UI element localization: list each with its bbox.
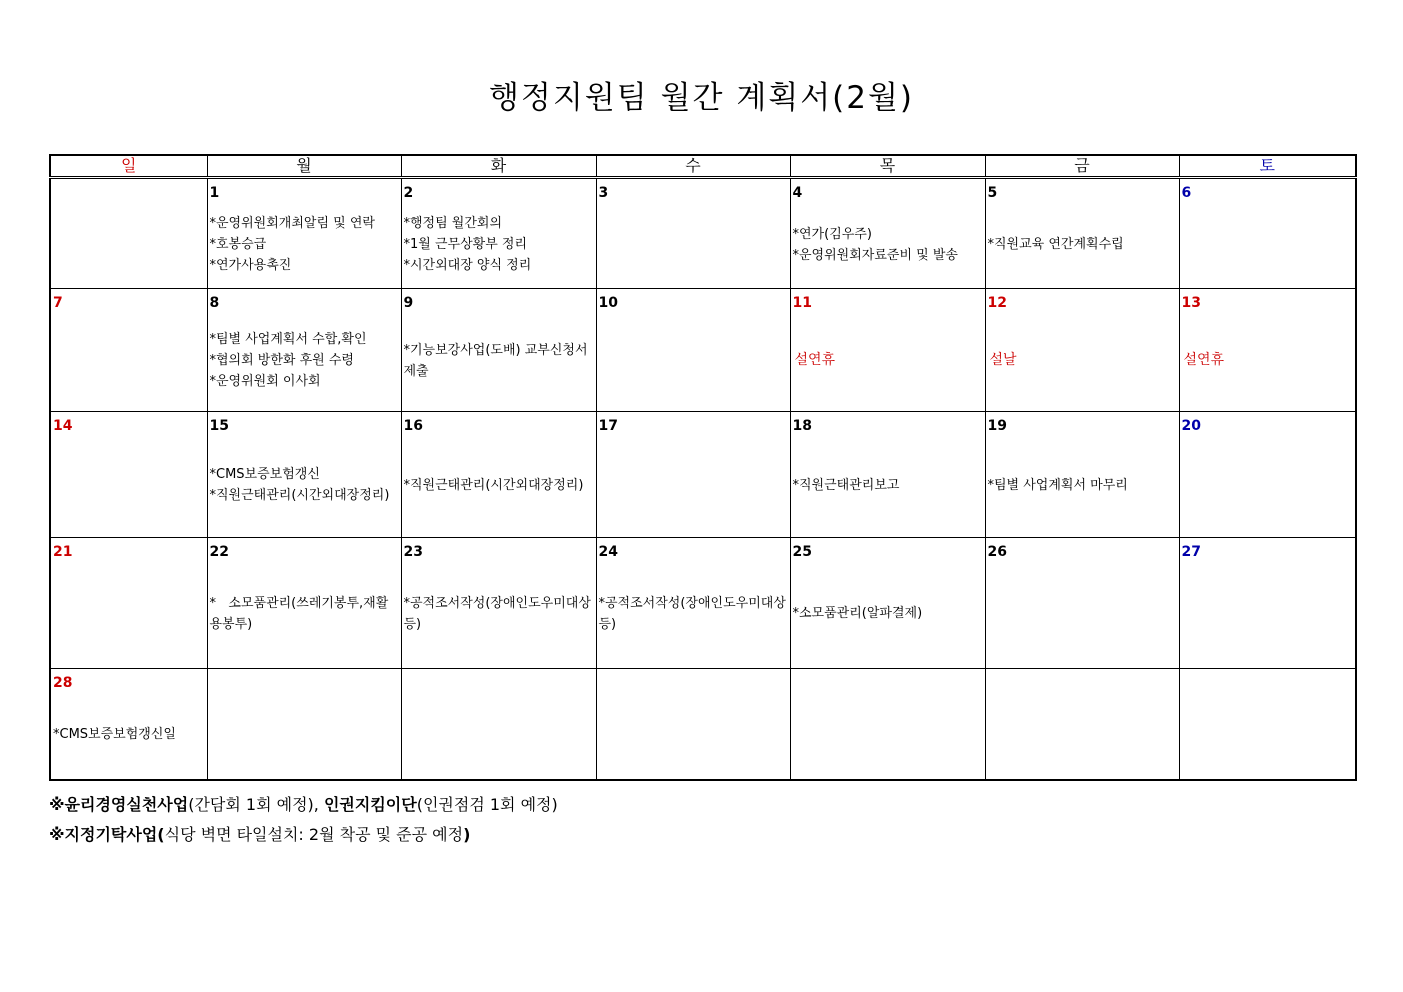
day-cell	[401, 669, 596, 780]
day-cell	[790, 289, 985, 412]
event-list	[986, 313, 1179, 371]
weekday-header-row	[50, 155, 1356, 178]
event-list	[986, 436, 1179, 496]
event-item: *공적조서작성(장애인도우미대상 등)	[598, 596, 791, 632]
day-number: 10	[598, 295, 618, 311]
event-list	[51, 436, 207, 485]
day-number: 17	[598, 418, 618, 434]
day-number: 13	[1181, 295, 1201, 311]
day-number: 27	[1181, 544, 1201, 560]
day-cell	[790, 178, 985, 289]
day-cell	[985, 289, 1179, 412]
note-line-donation	[49, 820, 558, 850]
day-cell	[50, 538, 207, 669]
day-number: 20	[1181, 418, 1201, 434]
day-cell	[1179, 669, 1356, 780]
week-row	[50, 538, 1356, 669]
weekday-sat: 토	[1179, 155, 1356, 178]
event-item: *직원근태관리보고	[792, 478, 900, 493]
event-item: *호봉승급	[209, 237, 267, 252]
day-cell	[596, 289, 790, 412]
weekday-sun: 일	[50, 155, 207, 178]
day-cell	[790, 669, 985, 780]
event-list	[51, 693, 207, 745]
day-number: 22	[209, 544, 229, 560]
day-cell	[207, 538, 401, 669]
event-list	[402, 562, 596, 635]
event-item: *공적조서작성(장애인도우미대상 등)	[403, 596, 596, 632]
note-bold: 인권지킴이단	[323, 795, 417, 814]
event-item: *행정팀 월간회의	[403, 216, 503, 231]
note-text: (간담회 1회 예정),	[188, 795, 324, 814]
day-number	[986, 669, 1179, 693]
event-list	[986, 693, 1179, 735]
page-title: 행정지원팀 월간 계획서(2월)	[488, 80, 915, 116]
holiday-label: 설연휴	[794, 352, 836, 368]
week-row	[50, 289, 1356, 412]
event-list	[791, 436, 985, 496]
event-list	[208, 313, 401, 392]
day-cell	[1179, 412, 1356, 538]
day-number	[51, 179, 207, 203]
event-item: *CMS보증보험갱신일	[53, 727, 176, 742]
note-bold: ※지정기탁사업(	[49, 825, 165, 844]
weekday-fri: 금	[985, 155, 1179, 178]
day-cell	[596, 669, 790, 780]
weekday-wed: 수	[596, 155, 790, 178]
weekday-tue: 화	[401, 155, 596, 178]
event-item: *운영위원회자료준비 및 발송	[792, 248, 958, 263]
day-cell	[1179, 538, 1356, 669]
day-cell	[207, 669, 401, 780]
day-cell	[401, 289, 596, 412]
day-cell	[596, 178, 790, 289]
day-number: 5	[987, 185, 998, 201]
day-cell	[207, 289, 401, 412]
event-list	[597, 436, 790, 485]
day-cell	[401, 538, 596, 669]
event-list	[986, 562, 1179, 614]
event-list	[208, 693, 401, 735]
event-list	[1180, 562, 1356, 614]
day-number	[791, 669, 985, 693]
weekday-thu: 목	[790, 155, 985, 178]
day-cell	[207, 178, 401, 289]
day-number: 12	[987, 295, 1007, 311]
day-cell	[985, 412, 1179, 538]
day-number	[208, 669, 401, 693]
day-number: 16	[403, 418, 423, 434]
event-list	[791, 313, 985, 371]
day-cell	[1179, 289, 1356, 412]
event-list	[1180, 313, 1356, 371]
day-number: 25	[792, 544, 812, 560]
calendar-table	[49, 154, 1357, 781]
day-number: 24	[598, 544, 618, 560]
note-bold: ※윤리경영실천사업	[49, 795, 189, 814]
day-number: 23	[403, 544, 423, 560]
event-item: *연가(김우주)	[792, 227, 872, 242]
event-item: *시간외대장 양식 정리	[403, 258, 532, 273]
event-list	[51, 313, 207, 361]
event-list	[1180, 203, 1356, 245]
event-item: *직원근태관리(시간외대장정리)	[403, 478, 584, 493]
day-cell	[1179, 178, 1356, 289]
event-item: *운영위원회 이사회	[209, 374, 321, 389]
day-cell	[50, 289, 207, 412]
day-number: 7	[53, 295, 63, 311]
day-number: 19	[987, 418, 1007, 434]
event-list	[597, 562, 790, 635]
event-list	[208, 203, 401, 276]
event-list	[986, 203, 1179, 255]
event-list	[597, 203, 790, 245]
day-number: 21	[53, 544, 73, 560]
day-number: 3	[598, 185, 609, 201]
note-text: (인권점검 1회 예정)	[416, 795, 558, 814]
event-item: * 소모품관리(쓰레기봉투,재활용봉투)	[209, 596, 389, 632]
day-number: 28	[53, 675, 73, 691]
note-text: 식당 벽면 타일설치: 2월 착공 및 준공 예정	[164, 825, 464, 844]
day-cell	[596, 412, 790, 538]
event-item: *직원근태관리(시간외대장정리)	[209, 488, 390, 503]
event-item: *연가사용촉진	[209, 258, 292, 273]
day-cell	[985, 178, 1179, 289]
day-cell	[207, 412, 401, 538]
day-number	[1180, 669, 1356, 693]
event-list	[791, 203, 985, 266]
day-cell	[790, 538, 985, 669]
event-list	[791, 562, 985, 624]
day-number: 14	[53, 418, 73, 434]
event-list	[402, 693, 596, 735]
day-cell	[985, 538, 1179, 669]
day-cell	[401, 412, 596, 538]
day-cell	[790, 412, 985, 538]
holiday-label: 설연휴	[1183, 352, 1225, 368]
event-list	[1180, 693, 1356, 735]
event-list	[208, 562, 401, 635]
day-number: 6	[1181, 185, 1192, 201]
day-number: 11	[792, 295, 812, 311]
note-line-ethics	[49, 790, 558, 820]
day-number: 2	[403, 185, 414, 201]
event-item: *1월 근무상황부 정리	[403, 237, 527, 252]
day-cell	[50, 178, 207, 289]
event-item: *협의회 방한화 후원 수령	[209, 353, 354, 368]
week-row	[50, 178, 1356, 289]
event-list	[51, 562, 207, 614]
event-item: *운영위원회개최알림 및 연락	[209, 216, 375, 231]
week-row	[50, 412, 1356, 538]
day-number: 8	[209, 295, 220, 311]
event-item: *소모품관리(알파결제)	[792, 606, 923, 621]
event-list	[402, 313, 596, 382]
day-cell	[50, 412, 207, 538]
day-number: 15	[209, 418, 229, 434]
day-number: 18	[792, 418, 812, 434]
event-list	[1180, 436, 1356, 485]
event-list	[402, 203, 596, 276]
day-number: 4	[792, 185, 803, 201]
event-list	[597, 313, 790, 361]
day-number	[597, 669, 790, 693]
event-list	[597, 693, 790, 735]
event-item: *CMS보증보험갱신	[209, 467, 320, 482]
event-item: *팀별 사업계획서 마무리	[987, 478, 1128, 493]
day-number: 1	[209, 185, 220, 201]
notes	[49, 790, 558, 850]
event-list	[51, 203, 207, 245]
day-cell	[596, 538, 790, 669]
event-item: *기능보강사업(도배) 교부신청서 제출	[403, 343, 592, 379]
event-item: *직원교육 연간계획수립	[987, 237, 1124, 252]
day-cell	[50, 669, 207, 780]
day-cell	[985, 669, 1179, 780]
day-number: 9	[403, 295, 414, 311]
event-list	[791, 693, 985, 735]
day-cell	[401, 178, 596, 289]
week-row	[50, 669, 1356, 780]
event-item: *팀별 사업계획서 수합,확인	[209, 332, 367, 347]
event-list	[208, 436, 401, 506]
note-bold: )	[463, 825, 471, 844]
weekday-mon: 월	[207, 155, 401, 178]
day-number: 26	[987, 544, 1007, 560]
day-number	[402, 669, 596, 693]
event-list	[402, 436, 596, 496]
holiday-label: 설날	[989, 352, 1017, 368]
